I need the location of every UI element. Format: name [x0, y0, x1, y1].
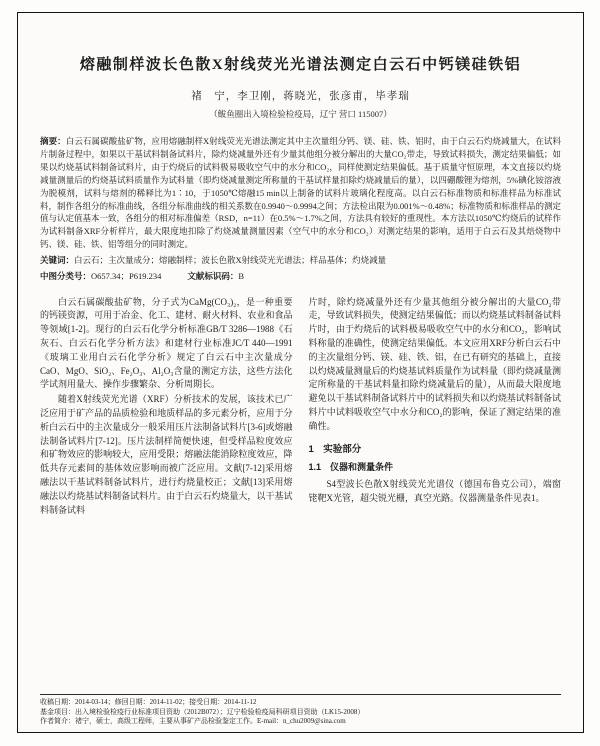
abstract-block — [40, 135, 561, 251]
classification-line — [40, 270, 561, 282]
section-heading-1: 1 实验部分 — [308, 443, 362, 455]
right-column — [309, 296, 562, 518]
keywords-label: 关键词： — [40, 255, 75, 266]
left-column — [40, 296, 293, 518]
footnote-block — [40, 694, 561, 727]
authors-line: 褚 宁，李卫刚，蒋晓光，张彦甫，毕孝瑞 — [191, 91, 410, 102]
body-columns — [40, 296, 561, 518]
page-border — [17, 12, 584, 733]
affiliation-line: （鲅鱼圈出入境检验检疫局，辽宁 营口 115007） — [209, 109, 392, 119]
body-paragraph-2: 随着X射线荧光光谱（XRF）分析技术的发展，该技术已广泛应用于矿产品的品质检验和地质样品的多元素分析，应用于分析白云石中的主次量成分一般采用压片法制备试料片[3-6]或熔融法制备试料片[7-12]。压片法制样简便快速，但受样品粒度效应和矿物效应的影响较大，应用受限；熔融法能消除粒度效应，降低共存元素间的基体效应影响而被广泛应用。文献[7-12]采用熔融法以干基试料制备试料片，进行灼烧量校正；文献[13]采用熔融法以灼烧基试料制备试料片。由于白云石灼烧量大，以干基试料制备试料 — [40, 394, 293, 515]
paper-title: 熔融制样波长色散X射线荧光光谱法测定白云石中钙镁硅铁铝 — [79, 57, 522, 73]
abstract-label: 摘要： — [40, 136, 66, 146]
keywords-text: 白云石；主次量成分；熔融制样；波长色散X射线荧光光谱法；样品基体；灼烧减量 — [74, 255, 387, 266]
clc-label: 中图分类号： — [40, 270, 92, 281]
body-paragraph-2-continued: 片时，除灼烧减量外还有少量其他组分被分解出的大量CO₂带走，导致试料损失，使测定结果偏低；而以灼烧基试料制备试料片时，由于灼烧后的试料极易吸收空气中的水分和CO₂，影响试料称量的准确性，使测定结果偏低。本文应用XRF分析白云石中的主次量组分钙、镁、硅、铁、铝，在已有研究的基础上，直接以灼烧减量测量后的灼烧基试料质量作为试料量（即灼烧减量测定所称量的干基试料量扣除灼烧减量后的量），从而最大限度地避免以干基试料制备试料片中的试料损失和以灼烧基试料制备试料片中试料吸收空气中水分和CO₂的影响，保证了测定结果的准确性。 — [308, 296, 561, 431]
funding-line: 基金项目：出入境检验检疫行业标准项目资助（2012B072）；辽宁检验检疫局科研项目资助（LK15-2008） — [40, 707, 365, 716]
section-heading-1-1: 1.1 仪器和测量条件 — [308, 462, 394, 473]
abstract-text: 白云石属碳酸盐矿物，应用熔融制样X射线荧光光谱法测定其中主次量组分钙、镁、硅、铁、铝时，由于白云石灼烧减量大，在试料片制备过程中，如果以干基试料制备试料片，除灼烧减量外还有少量其他组分被分解出的大量CO₂带走，导致试料损失，测定结果偏低；如果以灼烧基试料制备试料片，由于灼烧后的试料极易吸收空气中的水分和CO₂，同样使测定结果偏低。基于质量守恒原理，本文直接以灼烧减量测量后的灼烧基试料质量作为试料量（即灼烧减量测定所称量的干基试样量扣除灼烧减量后的量），以四硼酸锂为熔剂，5%碘化铵溶液为脱模剂，试料与熔剂的稀释比为1∶10，于1050℃熔融15 min以上制备的试料片玻璃化程度高。以白云石标准物质和标准样品为标准试料，制作各组分的标准曲线，各组分标准曲线的相关系数在0.9940～0.9994之间；方法检出限为0.001%～0.48%；标准物质和标准样品的测定值与认定值基本一致，各组分的相对标准偏差（RSD，n=11）在0.5%～1.7%之间，方法具有较好的重现性。本方法以1050℃灼烧后的试样作为试料制备XRF分析样片，最大限度地扣除了灼烧减量测量因素（空气中的水分和CO₂）对测定结果的影响，适用于白云石及其焙烧物中钙、镁、硅、铁、铝等组分的同时测定。 — [40, 136, 561, 250]
keywords-block — [40, 254, 561, 267]
author-bio-line: 作者简介：褚宁，硕士，高级工程师，主要从事矿产品检验鉴定工作。E-mail：n_chu2009@sina.com — [40, 717, 346, 726]
doc-code-value: B — [238, 270, 245, 281]
body-paragraph-3: S4型波长色散X射线荧光光谱仪（德国布鲁克公司），端窗铑靶X光管，超尖锐光栅，真空光路。仪器测量条件见表1。 — [308, 479, 561, 504]
received-dates-line: 收稿日期：2014-03-14；修回日期：2014-11-02；接受日期：2014-11-12 — [40, 698, 257, 707]
clc-value: O657.34；P619.234 — [91, 270, 162, 281]
doc-code-label: 文献标识码： — [187, 270, 239, 281]
body-paragraph-1: 白云石属碳酸盐矿物，分子式为CaMg(CO₃)₂，是一种重要的钙镁资源，可用于冶金、化工、建材、耐火材料、农业和食品等领域[1-2]。现行的白云石化学分析标准GB/T 3286—1988《石灰石、白云石化学分析方法》和建材行业标准JC/T 440—1991《玻璃工业用白云石化学分析》规定了白云石中主次量成分CaO、MgO、SiO₂、Fe₂O₃、Al₂O₃含量的测定方法，这些方法化学试剂用量大、操作步骤繁杂、分析周期长。 — [40, 296, 293, 390]
